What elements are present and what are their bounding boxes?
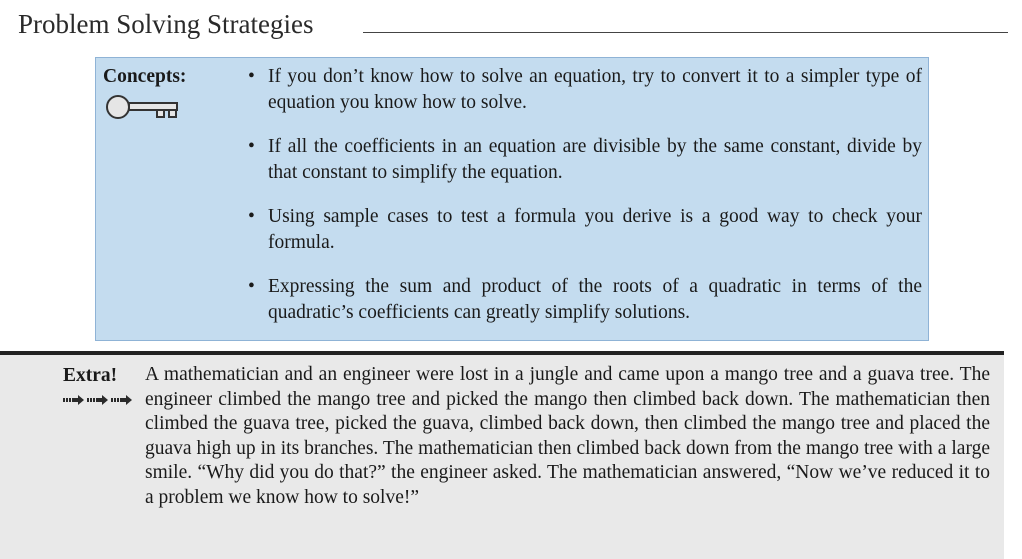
concepts-list [248,64,922,344]
concept-text: If all the coefficients in an equation are divisible by the same constant, divide by that constant to simplify the equation. [268,136,922,183]
section-title: Problem Solving Strategies [18,9,314,39]
key-icon [105,92,185,122]
bullet: • [248,136,255,157]
extra-box [0,355,1004,559]
extra-label: Extra! [63,365,118,386]
arrows-icon [63,395,133,405]
concept-text: Expressing the sum and product of the roots of a quadratic in terms of the quadratic’s coefficients can greatly simplify solutions. [268,276,922,323]
concepts-box [95,57,929,341]
extra-text: A mathematician and an engineer were lost in a jungle and came upon a mango tree and a guava tree. The engineer climbed the mango tree and picked the mango then climbed back down. The mathematician then climbed the guava tree, picked the guava, climbed back down, then climbed the mango tree and placed the guava high up in its branches. The mathematician then climbed back down from the mango tree with a large smile. “Why did you do that?” the engineer asked. The mathematician answered, “Now we’ve reduced it to a problem we know how to solve!” [145,364,990,508]
concept-text: If you don’t know how to solve an equation, try to convert it to a simpler type of equation you know how to solve. [268,66,922,113]
concept-text: Using sample cases to test a formula you derive is a good way to check your formula. [268,206,922,253]
bullet: • [248,276,255,297]
concept-item [248,134,922,186]
bullet: • [248,206,255,227]
concepts-label: Concepts: [103,66,187,87]
concept-item [248,204,922,256]
concept-item [248,64,922,116]
title-rule [363,32,1008,33]
section-header [18,6,1008,42]
bullet: • [248,66,255,87]
concept-item [248,274,922,326]
